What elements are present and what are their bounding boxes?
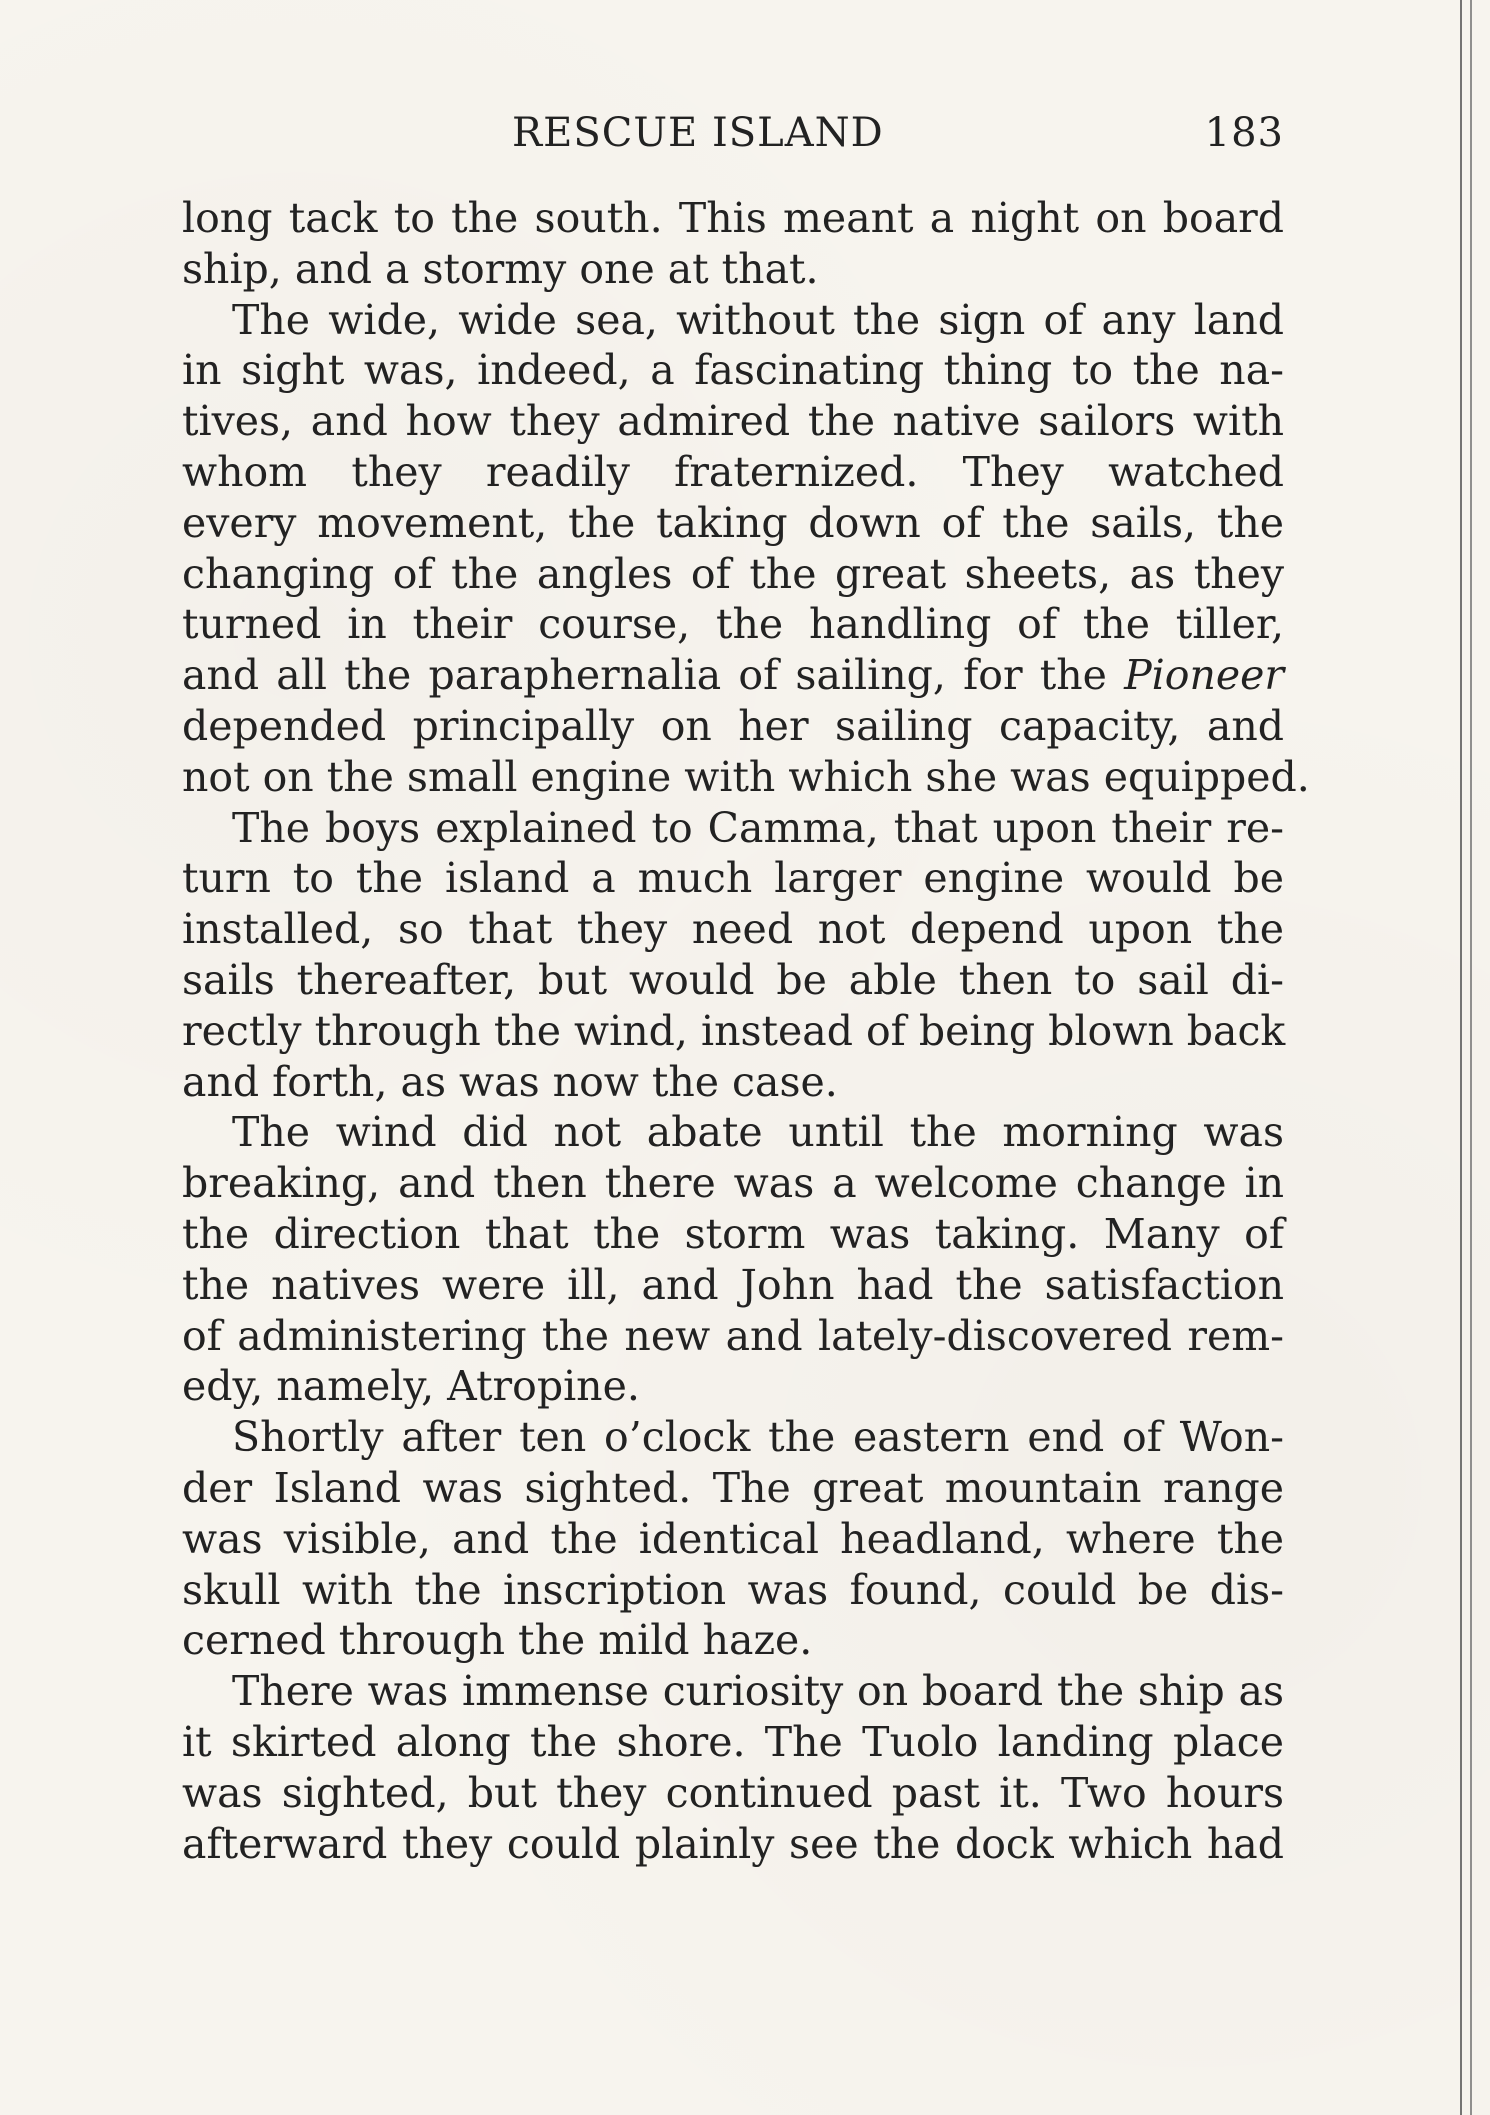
text-line: the natives were ill, and John had the satisfaction (182, 1260, 1284, 1309)
text-line: The boys explained to Camma, that upon their re- (232, 803, 1284, 852)
text-line: sails thereafter, but would be able then to sail di- (182, 955, 1284, 1004)
body-text (182, 193, 1310, 1869)
text-line (182, 650, 1284, 701)
text-line: breaking, and then there was a welcome change in (182, 1159, 1284, 1208)
text-line: afterward they could plainly see the dock which had (182, 1819, 1284, 1868)
text-line: rectly through the wind, instead of being blown back (182, 1006, 1286, 1055)
page-edge-divider (1460, 0, 1472, 2115)
text-line: ship, and a stormy one at that. (182, 244, 819, 293)
text-line: skull with the inscription was found, could be dis- (182, 1565, 1284, 1614)
running-head: RESCUE ISLAND (512, 110, 884, 156)
text-line: The wide, wide sea, without the sign of any land (232, 295, 1284, 344)
text-line: Shortly after ten o’clock the eastern end of Won- (232, 1413, 1284, 1462)
text-line: tives, and how they admired the native sailors with (182, 397, 1284, 446)
text-line: turned in their course, the handling of the tiller, (182, 600, 1284, 649)
text-line: the direction that the storm was taking. Many of (182, 1209, 1284, 1258)
text-line: edy, namely, Atropine. (182, 1362, 640, 1411)
text-line: was visible, and the identical headland, where the (182, 1514, 1284, 1563)
text-line: There was immense curiosity on board the ship as (232, 1667, 1284, 1716)
text-line: der Island was sighted. The great mountain range (182, 1463, 1284, 1512)
ship-name-italic: Pioneer (1124, 651, 1284, 700)
text-line: it skirted along the shore. The Tuolo landing place (182, 1717, 1284, 1766)
text-line: depended principally on her sailing capacity, and (182, 701, 1284, 750)
text-line: long tack to the south. This meant a night on board (182, 194, 1284, 242)
text-line: of administering the new and lately-discovered rem- (182, 1311, 1284, 1360)
text-segment: and all the paraphernalia of sailing, for the (182, 651, 1107, 700)
page-header (182, 103, 1284, 163)
text-line: cerned through the mild haze. (182, 1616, 813, 1665)
text-line: turn to the island a much larger engine would be (182, 854, 1284, 903)
text-line: not on the small engine with which she was equipped. (182, 752, 1310, 801)
text-line: changing of the angles of the great sheets, as they (182, 549, 1284, 598)
text-line: every movement, the taking down of the sails, the (182, 498, 1284, 547)
text-line: installed, so that they need not depend upon the (182, 905, 1284, 954)
text-line: in sight was, indeed, a fascinating thing to the na- (182, 346, 1284, 395)
text-line: and forth, as was now the case. (182, 1057, 838, 1106)
text-line: whom they readily fraternized. They watched (182, 447, 1284, 496)
text-line: was sighted, but they continued past it. Two hours (182, 1768, 1284, 1817)
text-line: The wind did not abate until the morning was (232, 1108, 1284, 1157)
page-number: 183 (1204, 110, 1284, 156)
